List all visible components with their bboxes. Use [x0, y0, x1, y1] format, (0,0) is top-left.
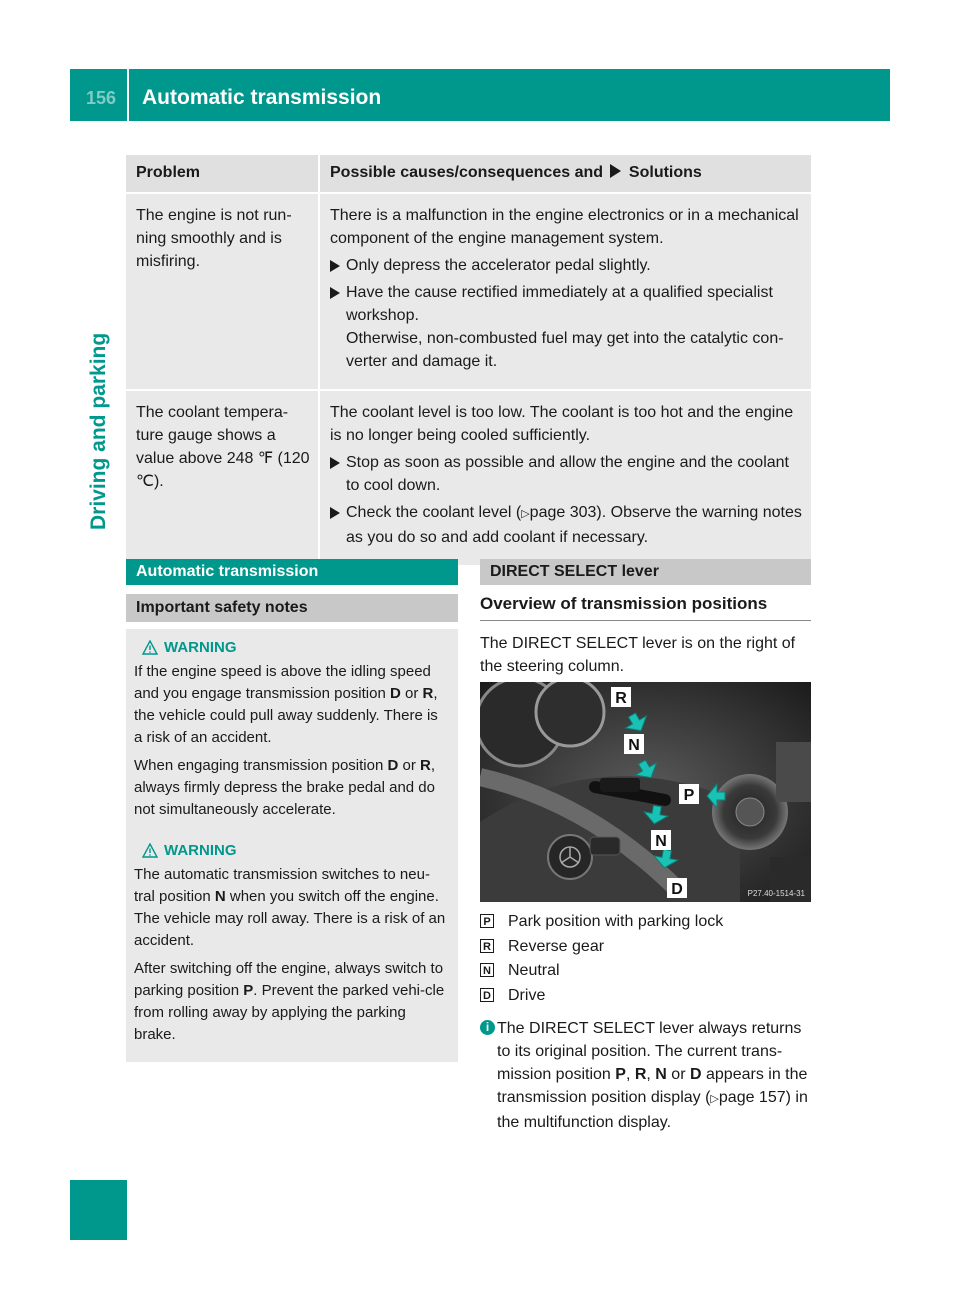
step-text: Only depress the accelerator pedal slightly.	[346, 257, 651, 274]
solution-step	[330, 281, 803, 373]
page-ref-link[interactable]: page 303). Observe the warning notes as you do so and add coolant if necessary.	[346, 504, 802, 546]
warning-paragraph: The automatic transmission switches to neu-tral position N when you switch off the engine. The vehicle may roll away. There is a risk of an accident.	[134, 866, 446, 949]
step-text: Check the coolant level (	[346, 504, 522, 521]
warning-label: WARNING	[164, 842, 237, 859]
problem-cell: The coolant tempera-ture gauge shows a value above 248 ℉ (120 ℃).	[126, 389, 318, 565]
info-icon: i	[480, 1020, 495, 1035]
page-title: Automatic transmission	[142, 86, 382, 109]
list-item: D Drive	[480, 984, 811, 1009]
cause-text: The coolant level is too low. The coolant is too hot and the engine is no longer being cooled sufficiently.	[330, 404, 794, 444]
key-p-icon: P	[480, 914, 494, 928]
subsection-heading: Overview of transmission positions	[480, 594, 768, 613]
step-text: Stop as soon as possible and allow the engine and the coolant to cool down.	[346, 454, 789, 494]
page-ref-link[interactable]: page 157) in the multifunction display.	[497, 1089, 808, 1131]
warning-title	[134, 840, 450, 862]
subsection-heading: Important safety notes	[126, 594, 458, 622]
col-solutions-header	[318, 155, 811, 192]
step-note: Otherwise, non-combusted fuel may get into the catalytic con-verter and damage it.	[346, 330, 784, 370]
page-number: 156	[86, 88, 117, 108]
list-item: R Reverse gear	[480, 935, 811, 960]
list-item: P Park position with parking lock	[480, 910, 811, 935]
arrow-right-icon	[330, 260, 340, 272]
photo-label-n: N	[628, 737, 640, 754]
arrow-right-icon	[330, 287, 340, 299]
warning-box	[126, 832, 458, 1062]
photo-label-p: P	[683, 787, 695, 804]
warning-paragraph: If the engine speed is above the idling speed and you engage transmission position D or R, the vehicle could pull away suddenly. There is a risk of an accident.	[134, 663, 438, 746]
divider	[480, 620, 811, 621]
cause-text: There is a malfunction in the engine electronics or in a mechanical component of the engine management system.	[330, 207, 799, 247]
warning-box	[126, 629, 458, 837]
header-divider	[127, 69, 129, 121]
arrow-right-icon	[330, 507, 340, 519]
section-heading: Automatic transmission	[126, 559, 458, 585]
problem-table	[126, 155, 811, 565]
selector-lever-photo	[480, 682, 811, 902]
key-d-icon: D	[480, 988, 494, 1002]
page-ref-icon: ▷	[521, 508, 530, 520]
key-r-icon: R	[480, 939, 494, 953]
warning-paragraph: When engaging transmission position D or R, always firmly depress the brake pedal and do not simultaneously accelerate.	[134, 757, 436, 818]
table-row	[126, 192, 811, 389]
col-problem-header: Problem	[126, 155, 318, 192]
solution-cell	[318, 389, 811, 565]
photo-label-d: D	[671, 881, 683, 898]
photo-label-n2: N	[655, 833, 667, 850]
side-tab-marker	[70, 1180, 127, 1240]
warning-triangle-icon	[142, 640, 158, 655]
solution-step	[330, 501, 803, 549]
solution-step	[330, 254, 803, 277]
step-text: Have the cause rectified immediately at a qualified specialist workshop.	[346, 284, 773, 324]
section-heading: DIRECT SELECT lever	[480, 559, 811, 585]
arrow-right-icon	[610, 164, 621, 178]
problem-cell: The engine is not run-ning smoothly and is misfiring.	[126, 192, 318, 389]
solution-cell	[318, 192, 811, 389]
col-solutions-suffix: Solutions	[628, 164, 702, 181]
warning-title	[134, 637, 450, 659]
info-note: i The DIRECT SELECT lever always returns to its original position. The current trans-mission position P, R, N or D appears in the transmission position display (▷page 157) in the multifunction display.	[480, 1017, 811, 1134]
solution-step	[330, 451, 803, 497]
col-solutions-prefix: Possible causes/consequences and	[330, 164, 604, 181]
photo-label-r: R	[615, 690, 627, 707]
legend-list	[480, 910, 811, 1008]
warning-label: WARNING	[164, 639, 237, 656]
photo-code: P27.40-1514-31	[747, 889, 805, 898]
page-ref-icon: ▷	[710, 1093, 719, 1105]
table-header-row	[126, 155, 811, 192]
warning-paragraph: After switching off the engine, always switch to parking position P. Prevent the parked vehi-cle from rolling away by applying the parking brake.	[134, 960, 445, 1043]
table-row	[126, 389, 811, 565]
side-tab-label: Driving and parking	[87, 332, 110, 530]
warning-triangle-icon	[142, 843, 158, 858]
list-item: N Neutral	[480, 959, 811, 984]
key-n-icon: N	[480, 963, 494, 977]
intro-text: The DIRECT SELECT lever is on the right of the steering column.	[480, 635, 796, 675]
arrow-right-icon	[330, 457, 340, 469]
